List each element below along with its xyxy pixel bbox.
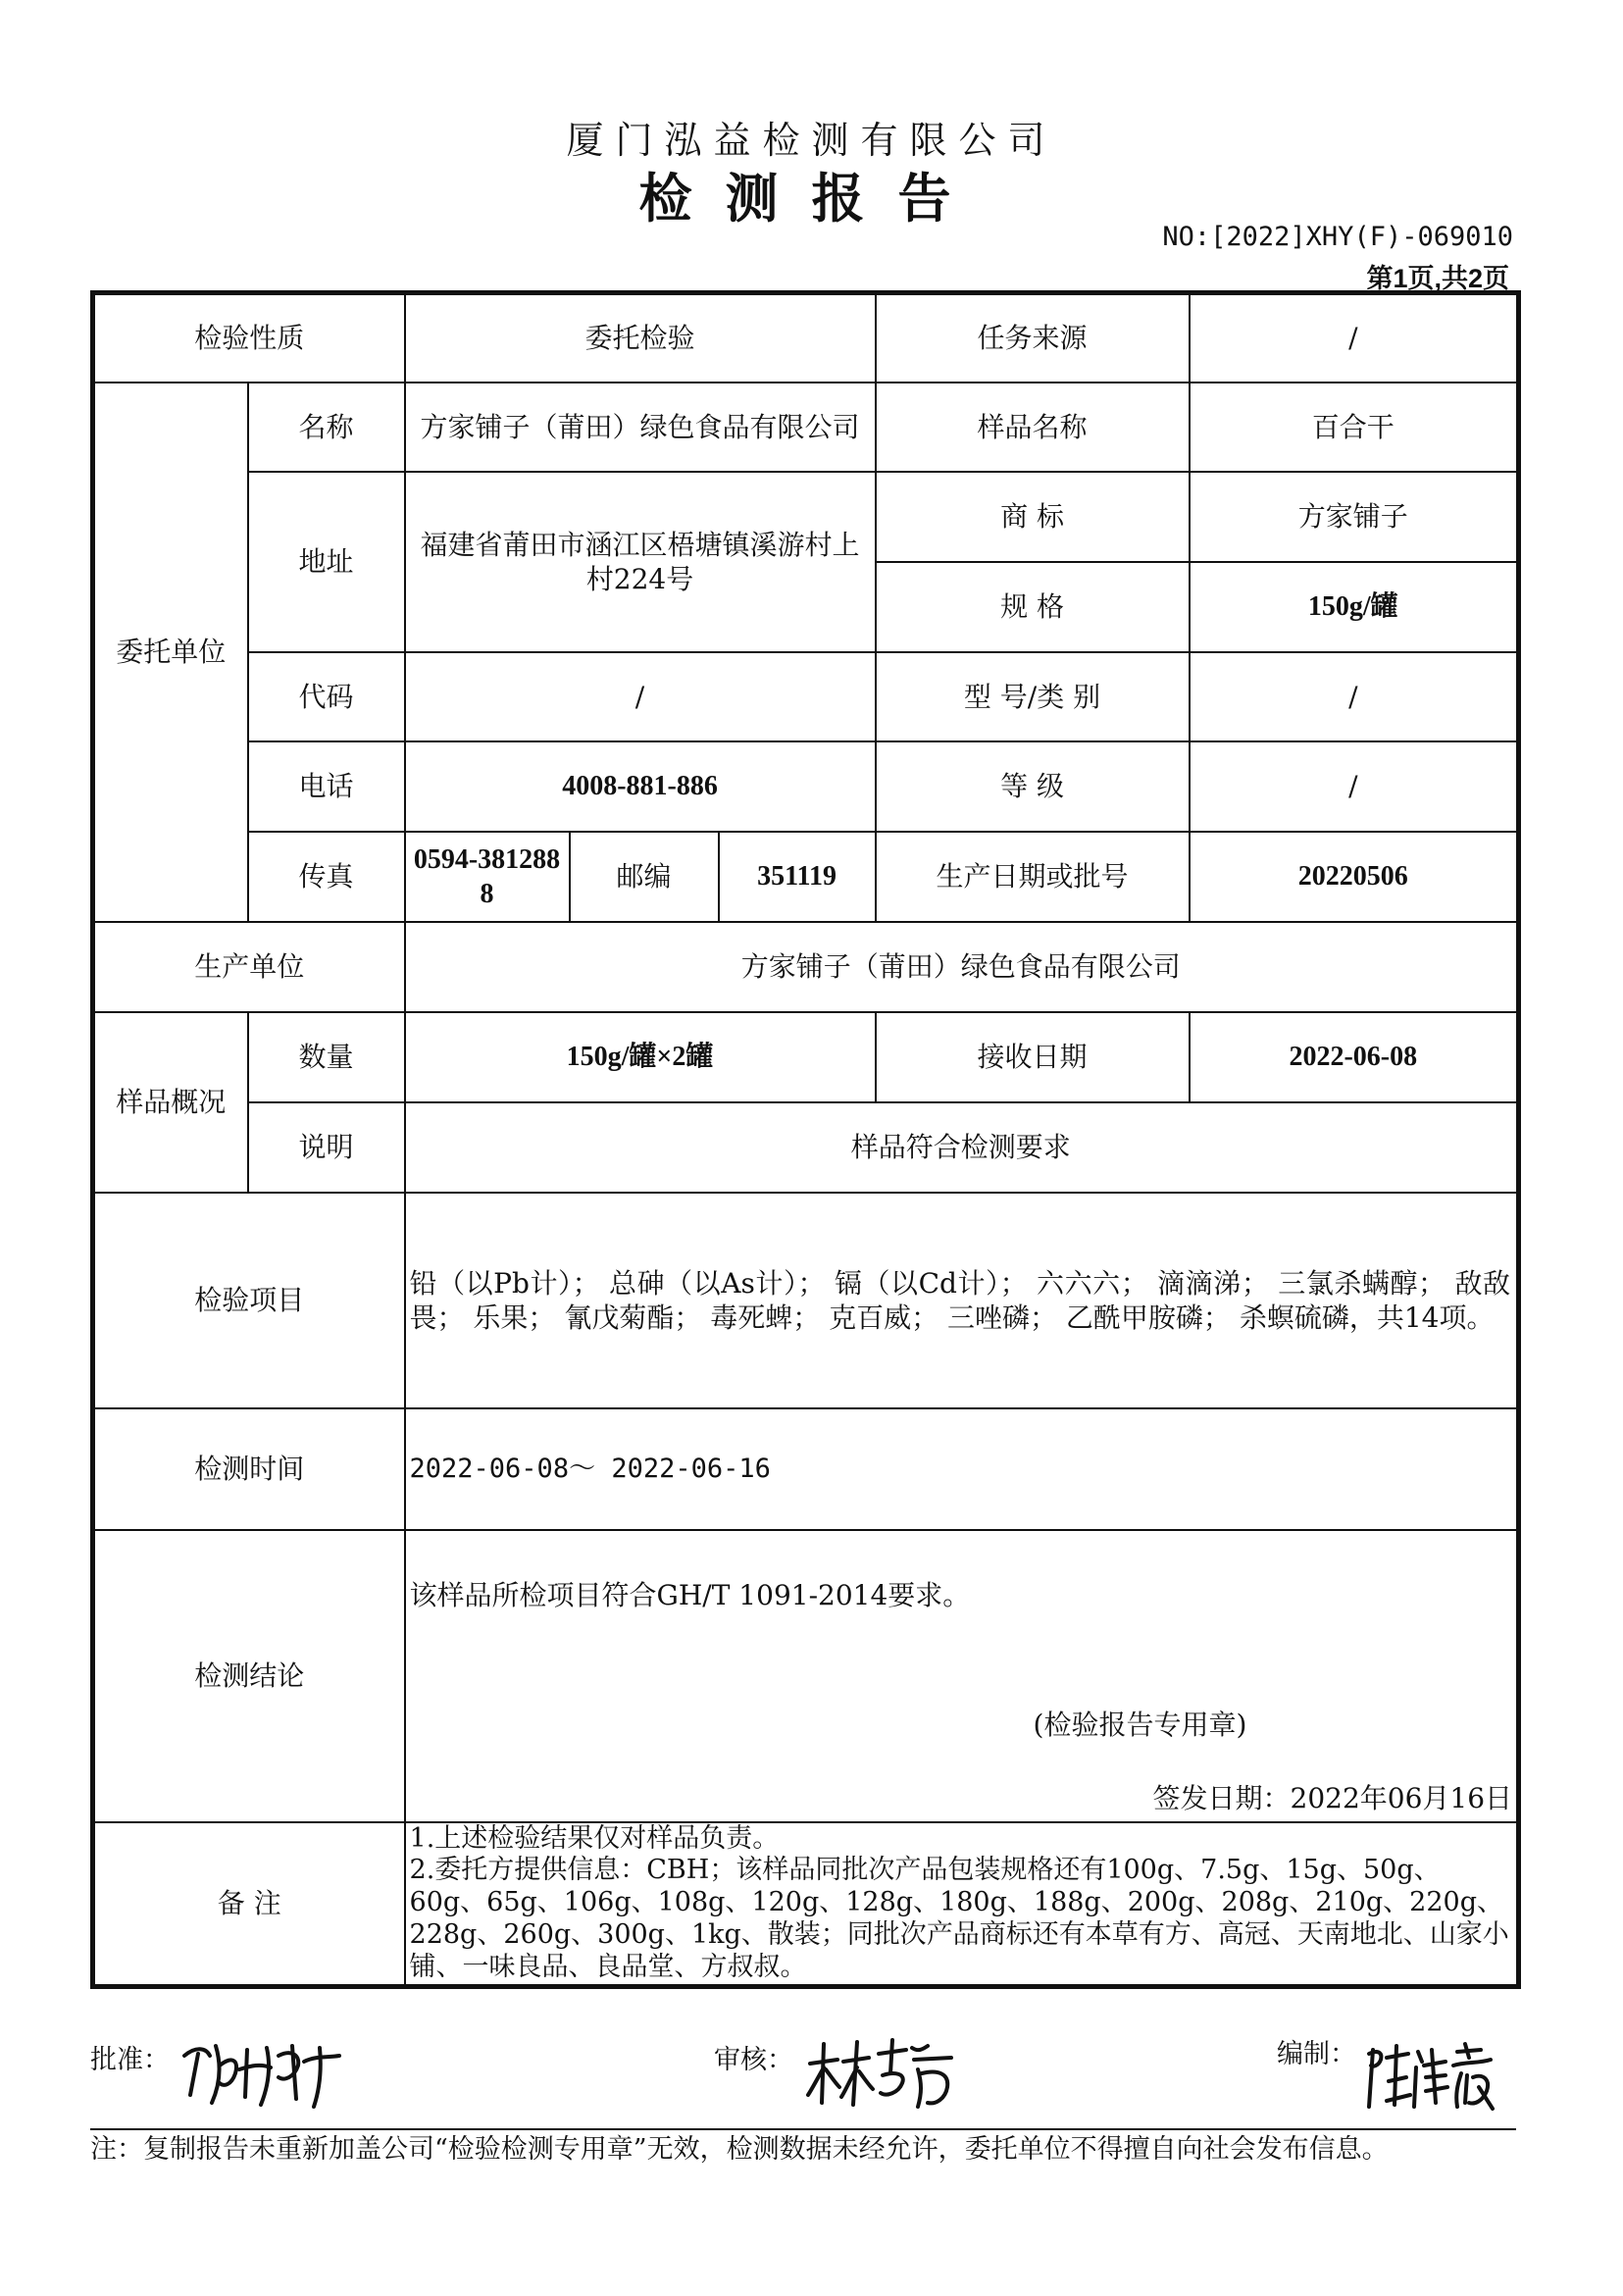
approve-label: 批准： [90,2045,170,2075]
quantity-label: 数量 [248,1012,405,1102]
row-quantity [93,1012,1519,1102]
report-table [90,290,1521,1989]
task-source-label: 任务来源 [876,293,1190,383]
remarks-line-1: 1.上述检验结果仅对样品负责。 [409,1822,780,1854]
row-time [93,1408,1519,1530]
row-name [93,383,1519,472]
row-conclusion [93,1530,1519,1822]
fax-value: 0594-3812888 [405,832,570,922]
note-label: 说明 [248,1102,405,1193]
phone-label: 电话 [248,741,405,832]
items-label: 检验项目 [93,1193,405,1408]
issue-date: 签发日期：2022年06月16日 [1152,1781,1513,1814]
conclusion-label: 检测结论 [93,1530,405,1822]
signature-row [0,2032,1623,2120]
postcode-value: 351119 [719,832,876,922]
remarks-cell [405,1822,1519,1987]
row-fax [93,832,1519,922]
compile-label: 编制： [1277,2039,1356,2069]
row-remarks [93,1822,1519,1987]
producer-label: 生产单位 [93,922,405,1012]
row-nature [93,293,1519,383]
sample-name-value: 百合干 [1190,383,1519,472]
grade-value: / [1190,741,1519,832]
trademark-label: 商 标 [876,472,1190,562]
footnote: 注：复制报告未重新加盖公司“检验检测专用章”无效，检测数据未经允许，委托单位不得擅自向社会发布信息。 [90,2134,1389,2165]
spec-label: 规 格 [876,562,1190,652]
batch-label: 生产日期或批号 [876,832,1190,922]
note-value: 样品符合检测要求 [405,1102,1519,1193]
row-address [93,472,1519,562]
postcode-label: 邮编 [570,832,719,922]
task-source-value: / [1190,293,1519,383]
nature-label: 检验性质 [93,293,405,383]
nature-value: 委托检验 [405,293,876,383]
approve-signature [177,2026,353,2115]
client-label: 委托单位 [93,383,248,922]
spec-value: 150g/罐 [1190,562,1519,652]
name-value: 方家铺子（莆田）绿色食品有限公司 [405,383,876,472]
compile-signature [1363,2038,1500,2117]
batch-value: 20220506 [1190,832,1519,922]
phone-value: 4008-881-886 [405,741,876,832]
time-label: 检测时间 [93,1408,405,1530]
receive-date-label: 接收日期 [876,1012,1190,1102]
row-items [93,1193,1519,1408]
code-label: 代码 [248,652,405,741]
row-producer [93,922,1519,1012]
page-info: 第1页,共2页 [1366,264,1509,293]
conclusion-cell [405,1530,1519,1822]
row-note [93,1102,1519,1193]
time-value: 2022-06-08～ 2022-06-16 [405,1408,1519,1530]
fax-label: 传真 [248,832,405,922]
row-code [93,652,1519,741]
report-number: NO:[2022]XHY(F)-069010 [1162,222,1513,252]
sample-name-label: 样品名称 [876,383,1190,472]
trademark-value: 方家铺子 [1190,472,1519,562]
model-value: / [1190,652,1519,741]
remarks-label: 备 注 [93,1822,405,1987]
model-label: 型 号/类 别 [876,652,1190,741]
company-name: 厦门泓益检测有限公司 [566,119,1057,162]
address-value: 福建省莆田市涵江区梧塘镇溪游村上村224号 [405,472,876,652]
review-label: 审核： [714,2045,793,2075]
review-signature [804,2034,961,2117]
items-value: 铅（以Pb计）； 总砷（以As计）； 镉（以Cd计）； 六六六； 滴滴涕； 三氯杀螨醇； 敌敌畏； 乐果； 氰戊菊酯； 毒死蜱； 克百威； 三唑磷； 乙酰甲胺磷； 杀螟硫磷，共14项。 [405,1193,1519,1408]
conclusion-stamp: (检验报告专用章) [1033,1708,1247,1741]
footer-divider [90,2128,1516,2130]
sample-label: 样品概况 [93,1012,248,1193]
code-value: / [405,652,876,741]
quantity-value: 150g/罐×2罐 [405,1012,876,1102]
row-phone [93,741,1519,832]
grade-label: 等 级 [876,741,1190,832]
name-label: 名称 [248,383,405,472]
producer-value: 方家铺子（莆田）绿色食品有限公司 [405,922,1519,1012]
remarks-line-2: 2.委托方提供信息：CBH；该样品同批次产品包装规格还有100g、7.5g、15g、50g、60g、65g、106g、108g、120g、128g、180g、188g、200g、208g、210g、220g、228g、260g、300g、1kg、散装；同批次产品商标还有本草有方、高冠、天南地北、山家小铺、一味良品、良品堂、方叔叔。 [409,1855,1509,1983]
report-title: 检测报告 [638,168,985,230]
conclusion-value: 该样品所检项目符合GH/T 1091-2014要求。 [409,1578,971,1611]
address-label: 地址 [248,472,405,652]
receive-date-value: 2022-06-08 [1190,1012,1519,1102]
